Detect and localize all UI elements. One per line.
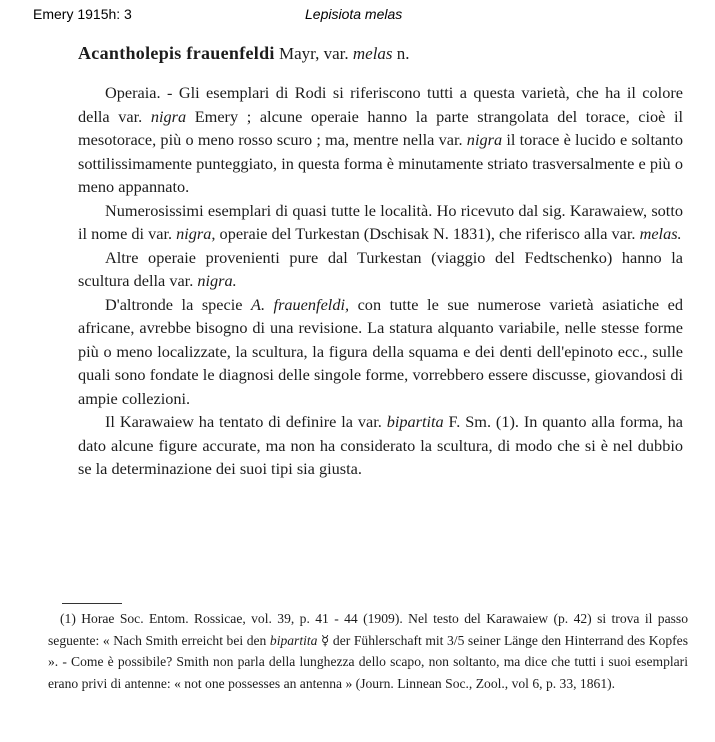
taxon-suffix: n. — [396, 44, 410, 63]
italic-term: nigra. — [197, 271, 237, 290]
text-run: (1) Horae Soc. Entom. Rossicae, vol. 39, p. 41 - 44 (1909). Nel testo del Karawaiew (p. 42) si trova il passo seguente: « Nach Smith erreicht bei den — [48, 611, 688, 648]
italic-term: A. frauenfeldi, — [251, 294, 350, 314]
page-header — [0, 6, 715, 26]
italic-term: nigra — [150, 106, 187, 126]
document-page — [78, 42, 683, 481]
italic-term: bipartita — [386, 412, 444, 431]
text-run: con tutte le sue numerose varietà asiatiche ed africane, avrebbe bisogno di una revisione. La statura alquanto variabile, nelle stesse forme più o meno localizzate, la scultura, la figura della squama e dei denti dell'epinoto ecc., sulle quali sono fondate le diagnosi delle singole forme, vorrebbero essere discusse, giovandosi di ampie collezioni. — [78, 294, 683, 408]
text-run: il torace è lucido e soltanto sottilissimamente punteggiato, in questa forma è minutamente striato trasversalmente e più o meno appannato. — [78, 130, 683, 196]
text-run: operaie del Turkestan (Dschisak N. 1831), che riferisco alla var. — [215, 224, 640, 243]
paragraph — [78, 410, 683, 481]
taxon-variety: melas — [352, 44, 393, 63]
paragraph — [78, 293, 683, 411]
taxon-author: Mayr, var. — [278, 44, 349, 63]
italic-term: nigra — [466, 130, 503, 149]
text-run: Il Karawaiew ha tentato di definire la var. — [105, 412, 387, 431]
text-run: Numerosissimi esemplari di quasi tutte le località. Ho ricevuto dal sig. Karawaiew, sotto il nome di var. — [78, 200, 683, 243]
paragraph — [78, 199, 683, 246]
body-text — [78, 81, 683, 481]
footnote — [48, 608, 688, 694]
taxon-name: Acantholepis frauenfeldi — [78, 43, 275, 63]
text-run: Operaia. - Gli esemplari di Rodi si riferiscono tutti a questa varietà, che ha il colore della var. — [78, 83, 683, 126]
species-label: Lepisiota melas — [305, 6, 403, 22]
paragraph — [78, 246, 683, 293]
text-run: Altre operaie provenienti pure dal Turkestan (viaggio del Fedtschenko) hanno la scultura della var. — [78, 247, 683, 290]
text-run: D'altronde la specie — [105, 294, 252, 314]
italic-term: nigra, — [176, 224, 216, 243]
citation-label: Emery 1915h: 3 — [33, 6, 132, 22]
paragraph — [78, 81, 683, 199]
italic-term: melas. — [639, 224, 682, 243]
italic-term: bipartita — [269, 632, 318, 648]
footnote-divider — [62, 603, 122, 604]
text-run: F. Sm. (1). In quanto alla forma, ha dato alcune figure accurate, ma non ha considerato la scultura, di modo che si è nel dubbio se la determinazione dei suoi tipi sia giusta. — [78, 412, 683, 478]
footnote-text — [48, 608, 688, 694]
text-run: ☿ der Fühlerschaft mit 3/5 seiner Länge den Hinterrand des Kopfes ». - Come è possibile? Smith non parla della lunghezza dello scapo, non soltanto, ma dice che tutti i suoi esemplari erano privi di antenne: « not one possesses an antenna » (Journ. Linnean Soc., Zool., vol 6, p. 33, 1861). — [48, 632, 688, 691]
text-run: Emery ; alcune operaie hanno la parte strangolata del torace, cioè il mesotorace, più o meno rosso scuro ; ma, mentre nella var. — [78, 106, 683, 149]
taxon-title — [78, 42, 683, 65]
